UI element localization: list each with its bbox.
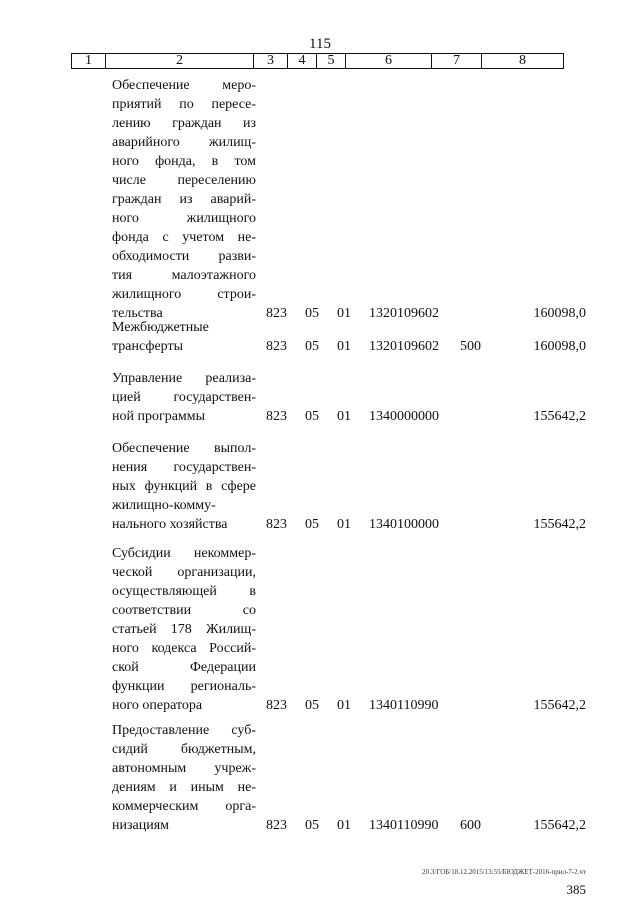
- table-row: [0, 76, 640, 323]
- table-row: [0, 318, 640, 356]
- row-name-line: низациям: [112, 818, 170, 833]
- row-amount: 155642,2: [533, 818, 586, 833]
- row-name: [112, 369, 256, 426]
- row-admin-code: 823: [266, 409, 287, 424]
- column-header-4: 4: [288, 54, 317, 69]
- row-name-line: тия малоэтажного: [112, 268, 256, 283]
- row-subsection: 01: [337, 339, 351, 354]
- column-header-6: 6: [346, 54, 432, 69]
- row-amount: 155642,2: [533, 517, 586, 532]
- row-name-line: аварийного жилищ-: [112, 135, 256, 150]
- footer-file-stamp: 20.3/ГОБ/18.12.2015/13:55/БЮДЖЕТ-2016-прил-7-2.чт: [422, 868, 586, 876]
- table-row: [0, 439, 640, 534]
- row-name-line: Межбюджетные: [112, 320, 209, 335]
- column-header-2: 2: [106, 54, 254, 69]
- row-section: 05: [305, 818, 319, 833]
- row-target-article: 1320109602: [369, 339, 439, 354]
- row-name-line: Обеспечение меро-: [112, 78, 256, 93]
- row-name-line: ного фонда, в том: [112, 154, 256, 169]
- row-name-line: ных функций в сфере: [112, 479, 256, 494]
- footer-page-number: 385: [566, 882, 586, 897]
- row-name-line: лению граждан из: [112, 116, 256, 131]
- row-name-line: функции региональ-: [112, 679, 256, 694]
- row-name-line: Обеспечение выпол-: [112, 441, 256, 456]
- row-name-line: ного оператора: [112, 698, 203, 713]
- row-name-line: цией государствен-: [112, 390, 256, 405]
- page-number: 115: [309, 36, 331, 52]
- column-header-7: 7: [432, 54, 482, 69]
- row-name: [112, 721, 256, 835]
- row-name-line: нения государствен-: [112, 460, 256, 475]
- row-name: [112, 318, 256, 356]
- row-section: 05: [305, 698, 319, 713]
- row-amount: 155642,2: [533, 409, 586, 424]
- row-name-line: Предоставление суб-: [112, 723, 256, 738]
- row-name-line: числе переселению: [112, 173, 256, 188]
- row-expense-type: 600: [460, 818, 481, 833]
- row-subsection: 01: [337, 517, 351, 532]
- row-name-line: соответствии со: [112, 603, 256, 618]
- row-admin-code: 823: [266, 517, 287, 532]
- table-row: [0, 721, 640, 835]
- row-target-article: 1320109602: [369, 306, 439, 321]
- table-row: [0, 544, 640, 715]
- row-name-line: фонда с учетом не-: [112, 230, 256, 245]
- row-name-line: жилищного строи-: [112, 287, 256, 302]
- row-amount: 155642,2: [533, 698, 586, 713]
- row-amount: 160098,0: [533, 339, 586, 354]
- row-name-line: автономным учреж-: [112, 761, 256, 776]
- column-header-1: 1: [72, 54, 106, 69]
- column-header-8: 8: [482, 54, 564, 69]
- row-name-line: статьей 178 Жилищ-: [112, 622, 256, 637]
- row-section: 05: [305, 339, 319, 354]
- row-admin-code: 823: [266, 698, 287, 713]
- row-name-line: сидий бюджетным,: [112, 742, 256, 757]
- row-admin-code: 823: [266, 306, 287, 321]
- row-target-article: 1340000000: [369, 409, 439, 424]
- row-name-line: ного жилищного: [112, 211, 256, 226]
- row-name-line: дениям и иным не-: [112, 780, 256, 795]
- row-section: 05: [305, 409, 319, 424]
- row-name-line: ного кодекса Россий-: [112, 641, 256, 656]
- row-name-line: граждан из аварий-: [112, 192, 256, 207]
- row-subsection: 01: [337, 409, 351, 424]
- row-expense-type: 500: [460, 339, 481, 354]
- row-name-line: Субсидии некоммер-: [112, 546, 256, 561]
- row-name-line: ной программы: [112, 409, 206, 424]
- row-admin-code: 823: [266, 339, 287, 354]
- row-target-article: 1340110990: [369, 698, 439, 713]
- row-name-line: ской Федерации: [112, 660, 256, 675]
- row-name-line: нального хозяйства: [112, 517, 228, 532]
- row-name: [112, 76, 256, 323]
- row-name-line: Управление реализа-: [112, 371, 256, 386]
- row-subsection: 01: [337, 818, 351, 833]
- row-name-line: тельства: [112, 306, 163, 321]
- row-name-line: обходимости разви-: [112, 249, 256, 264]
- row-name-line: трансферты: [112, 339, 184, 354]
- row-name-line: жилищно-комму-: [112, 498, 216, 513]
- table-row: [0, 369, 640, 426]
- row-amount: 160098,0: [533, 306, 586, 321]
- column-header-3: 3: [254, 54, 288, 69]
- row-target-article: 1340110990: [369, 818, 439, 833]
- row-name: [112, 439, 256, 534]
- row-subsection: 01: [337, 698, 351, 713]
- row-section: 05: [305, 306, 319, 321]
- row-name-line: осуществляющей в: [112, 584, 256, 599]
- column-header-table: [71, 53, 564, 69]
- row-name-line: коммерческим орга-: [112, 799, 256, 814]
- row-name-line: ческой организации,: [112, 565, 256, 580]
- column-header-5: 5: [317, 54, 346, 69]
- row-target-article: 1340100000: [369, 517, 439, 532]
- row-subsection: 01: [337, 306, 351, 321]
- row-admin-code: 823: [266, 818, 287, 833]
- row-section: 05: [305, 517, 319, 532]
- row-name-line: приятий по пересе-: [112, 97, 256, 112]
- row-name: [112, 544, 256, 715]
